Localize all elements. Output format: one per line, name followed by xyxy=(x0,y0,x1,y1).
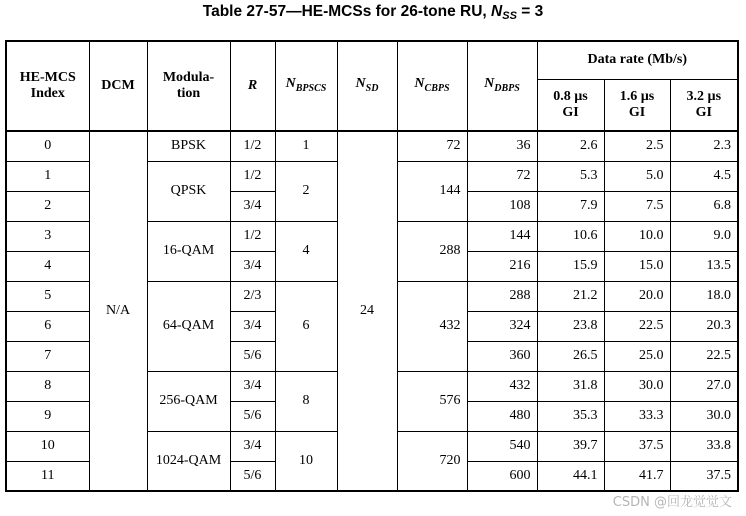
header-gi-3-2: 3.2 µs GI xyxy=(670,79,738,131)
ndbps-cell: 216 xyxy=(467,251,537,281)
ncbps-cell: 144 xyxy=(397,161,467,221)
rate-gi-0-8-cell: 44.1 xyxy=(537,461,604,491)
r-cell: 5/6 xyxy=(230,341,275,371)
r-cell: 1/2 xyxy=(230,161,275,191)
mcs-index-cell: 6 xyxy=(6,311,89,341)
mcs-index-cell: 1 xyxy=(6,161,89,191)
r-cell: 5/6 xyxy=(230,401,275,431)
rate-gi-3-2-cell: 6.8 xyxy=(670,191,738,221)
ncbps-cell: 576 xyxy=(397,371,467,431)
rate-gi-3-2-cell: 4.5 xyxy=(670,161,738,191)
modulation-cell: 1024-QAM xyxy=(147,431,230,491)
ndbps-cell: 72 xyxy=(467,161,537,191)
modulation-cell: 64-QAM xyxy=(147,281,230,371)
r-cell: 2/3 xyxy=(230,281,275,311)
mcs-index-cell: 7 xyxy=(6,341,89,371)
ndbps-cell: 480 xyxy=(467,401,537,431)
nbpscs-cell: 8 xyxy=(275,371,337,431)
ndbps-cell: 144 xyxy=(467,221,537,251)
rate-gi-1-6-cell: 15.0 xyxy=(604,251,670,281)
table-row xyxy=(6,131,738,161)
ndbps-cell: 600 xyxy=(467,461,537,491)
rate-gi-1-6-cell: 5.0 xyxy=(604,161,670,191)
mcs-index-cell: 4 xyxy=(6,251,89,281)
table-title: Table 27-57—HE-MCSs for 26-tone RU, $N_{SS} = 3$ xyxy=(202,3,544,22)
mcs-index-cell: 3 xyxy=(6,221,89,251)
ncbps-cell: 72 xyxy=(397,131,467,161)
rate-gi-0-8-cell: 26.5 xyxy=(537,341,604,371)
mcs-index-cell: 0 xyxy=(6,131,89,161)
rate-gi-1-6-cell: 2.5 xyxy=(604,131,670,161)
rate-gi-1-6-cell: 37.5 xyxy=(604,431,670,461)
rate-gi-3-2-cell: 37.5 xyxy=(670,461,738,491)
header-ndbps: $N_{DBPS}$ xyxy=(467,41,537,131)
rate-gi-3-2-cell: 20.3 xyxy=(670,311,738,341)
nbpscs-cell: 6 xyxy=(275,281,337,371)
r-cell: 3/4 xyxy=(230,191,275,221)
mcs-index-cell: 8 xyxy=(6,371,89,401)
nsd-cell: 24 xyxy=(337,131,397,491)
rate-gi-0-8-cell: 31.8 xyxy=(537,371,604,401)
mcs-index-cell: 2 xyxy=(6,191,89,221)
header-nbpscs: $N_{BPSCS}$ xyxy=(275,41,337,131)
ndbps-cell: 108 xyxy=(467,191,537,221)
rate-gi-0-8-cell: 21.2 xyxy=(537,281,604,311)
rate-gi-1-6-cell: 25.0 xyxy=(604,341,670,371)
rate-gi-1-6-cell: 22.5 xyxy=(604,311,670,341)
modulation-cell: QPSK xyxy=(147,161,230,221)
r-cell: 5/6 xyxy=(230,461,275,491)
nbpscs-cell: 2 xyxy=(275,161,337,221)
ndbps-cell: 432 xyxy=(467,371,537,401)
ncbps-cell: 288 xyxy=(397,221,467,281)
rate-gi-0-8-cell: 23.8 xyxy=(537,311,604,341)
modulation-cell: BPSK xyxy=(147,131,230,161)
ncbps-cell: 432 xyxy=(397,281,467,371)
rate-gi-3-2-cell: 22.5 xyxy=(670,341,738,371)
mcs-index-cell: 11 xyxy=(6,461,89,491)
header-ncbps: $N_{CBPS}$ xyxy=(397,41,467,131)
r-cell: 1/2 xyxy=(230,131,275,161)
r-cell: 3/4 xyxy=(230,371,275,401)
mcs-index-cell: 10 xyxy=(6,431,89,461)
header-gi-0-8: 0.8 µs GI xyxy=(537,79,604,131)
csdn-watermark: CSDN @回龙觉觉文 xyxy=(612,495,732,510)
header-modulation: Modula- tion xyxy=(147,41,230,131)
header-he-mcs-index: HE-MCS Index xyxy=(6,41,89,131)
rate-gi-0-8-cell: 2.6 xyxy=(537,131,604,161)
rate-gi-1-6-cell: 30.0 xyxy=(604,371,670,401)
ndbps-cell: 36 xyxy=(467,131,537,161)
mcs-index-cell: 5 xyxy=(6,281,89,311)
rate-gi-3-2-cell: 30.0 xyxy=(670,401,738,431)
r-cell: 3/4 xyxy=(230,431,275,461)
nbpscs-cell: 10 xyxy=(275,431,337,491)
rate-gi-1-6-cell: 20.0 xyxy=(604,281,670,311)
header-nsd: $N_{SD}$ xyxy=(337,41,397,131)
r-cell: 3/4 xyxy=(230,251,275,281)
ndbps-cell: 324 xyxy=(467,311,537,341)
rate-gi-1-6-cell: 7.5 xyxy=(604,191,670,221)
modulation-cell: 256-QAM xyxy=(147,371,230,431)
rate-gi-1-6-cell: 10.0 xyxy=(604,221,670,251)
header-data-rate: Data rate (Mb/s) xyxy=(537,41,738,79)
dcm-cell: N/A xyxy=(89,131,147,491)
rate-gi-0-8-cell: 39.7 xyxy=(537,431,604,461)
header-dcm: DCM xyxy=(89,41,147,131)
rate-gi-3-2-cell: 2.3 xyxy=(670,131,738,161)
rate-gi-0-8-cell: 10.6 xyxy=(537,221,604,251)
rate-gi-3-2-cell: 9.0 xyxy=(670,221,738,251)
ncbps-cell: 720 xyxy=(397,431,467,491)
rate-gi-3-2-cell: 13.5 xyxy=(670,251,738,281)
rate-gi-1-6-cell: 41.7 xyxy=(604,461,670,491)
header-r: R xyxy=(230,41,275,131)
rate-gi-0-8-cell: 5.3 xyxy=(537,161,604,191)
rate-gi-1-6-cell: 33.3 xyxy=(604,401,670,431)
ndbps-cell: 360 xyxy=(467,341,537,371)
rate-gi-3-2-cell: 33.8 xyxy=(670,431,738,461)
he-mcs-table xyxy=(5,40,739,492)
rate-gi-0-8-cell: 7.9 xyxy=(537,191,604,221)
nbpscs-cell: 4 xyxy=(275,221,337,281)
r-cell: 3/4 xyxy=(230,311,275,341)
rate-gi-0-8-cell: 15.9 xyxy=(537,251,604,281)
modulation-cell: 16-QAM xyxy=(147,221,230,281)
rate-gi-0-8-cell: 35.3 xyxy=(537,401,604,431)
nbpscs-cell: 1 xyxy=(275,131,337,161)
rate-gi-3-2-cell: 27.0 xyxy=(670,371,738,401)
ndbps-cell: 540 xyxy=(467,431,537,461)
ndbps-cell: 288 xyxy=(467,281,537,311)
r-cell: 1/2 xyxy=(230,221,275,251)
header-gi-1-6: 1.6 µs GI xyxy=(604,79,670,131)
mcs-index-cell: 9 xyxy=(6,401,89,431)
rate-gi-3-2-cell: 18.0 xyxy=(670,281,738,311)
